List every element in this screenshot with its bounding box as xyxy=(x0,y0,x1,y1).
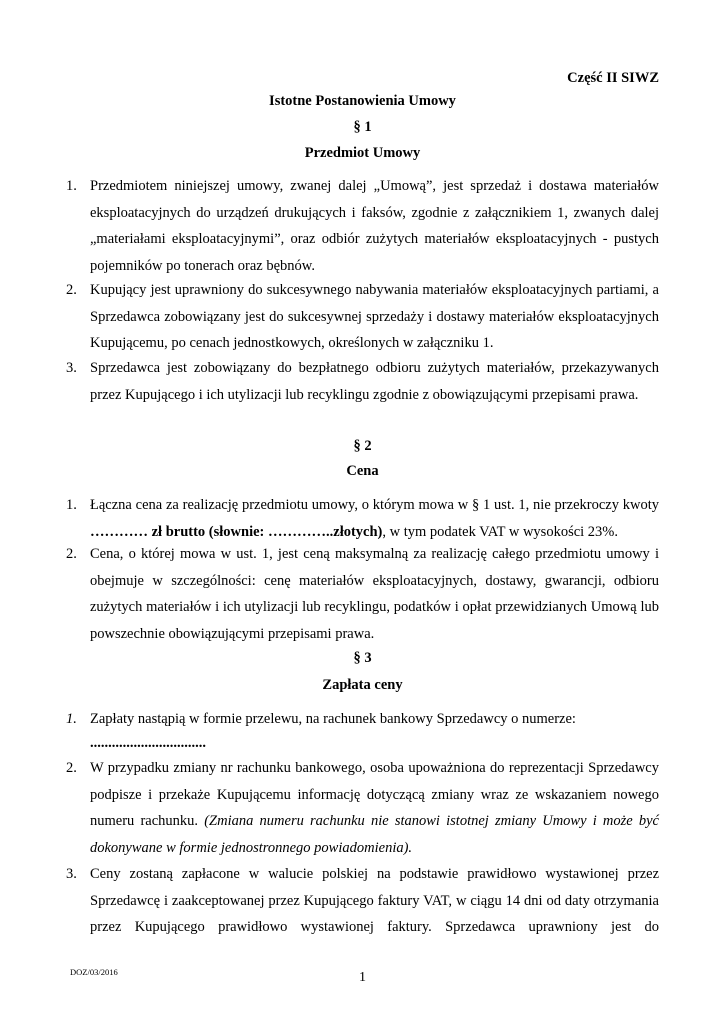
section-2-sign: § 2 xyxy=(353,438,372,454)
item-amount-placeholder: ………… zł brutto (słownie: …………..złotych) xyxy=(90,523,383,540)
item-text: Zapłaty nastąpią w formie przelewu, na rachunek bankowy Sprzedawcy o numerze: xyxy=(90,711,576,727)
item-text-tail: , w tym podatek VAT w wysokości 23%. xyxy=(382,523,619,540)
section-2-item-2 xyxy=(66,541,659,647)
item-text: Przedmiotem niniejszej umowy, zwanej dalej „Umową”, jest sprzedaż i dostawa materiałów eksploatacyjnych do urządzeń drukujących i faksów, zgodnie z załącznikiem 1, zwanych dalej „materiałami eksploatacyjnymi”, oraz odbiór zużytych materiałów eksploatacyjnych - pustych pojemników po tonerach oraz bębnów. xyxy=(90,178,659,274)
section-2-heading: Cena xyxy=(346,463,379,479)
item-text: Kupujący jest uprawniony do sukcesywnego nabywania materiałów eksploatacyjnych partiami, a Sprzedawca zobowiązany jest do sukcesywnej sprzedaży i dostawy materiałów eksploatacyjnych Kupującemu, po cenach jednostkowych, określonych w załączniku 1. xyxy=(90,282,659,351)
page-number: 1 xyxy=(359,970,366,985)
document-part-label: Część II SIWZ xyxy=(567,70,659,86)
item-number: 3. xyxy=(66,360,77,376)
document-title: Istotne Postanowienia Umowy xyxy=(269,93,456,109)
item-text: Sprzedawca jest zobowiązany do bezpłatnego odbioru zużytych materiałów, przekazywanych przez Kupującego i ich utylizacji lub recyklingu zgodnie z obowiązującymi przepisami prawa. xyxy=(90,360,659,403)
item-text: W przypadku zmiany nr rachunku bankowego, osoba upoważniona do reprezentacji Sprzedawcy podpisze i przekaże Kupującemu informację dotyczącą zmiany wraz ze wskazaniem nowego numeru rachunku. xyxy=(90,760,659,829)
item-number: 1. xyxy=(66,711,77,727)
section-3-item-2 xyxy=(66,755,659,861)
item-note: (Zmiana numeru rachunku nie stanowi istotnej zmiany Umowy i może być dokonywane w formie jednostronnego powiadomienia). xyxy=(90,813,659,856)
item-text: Łączna cena za realizację przedmiotu umowy, o którym mowa w § 1 ust. 1, nie przekroczy kwoty xyxy=(90,497,659,513)
item-text: Cena, o której mowa w ust. 1, jest ceną maksymalną za realizację całego przedmiotu umowy i obejmuje w szczególności: cenę materiałów eksploatacyjnych, dostawy, gwarancji, odbioru zużytych materiałów i ich utylizacji lub recyklingu, podatków i opłat przewidzianych Umową lub powszechnie obowiązującymi przepisami prawa. xyxy=(90,546,659,642)
section-3-item-1 xyxy=(66,706,659,753)
section-1-sign: § 1 xyxy=(353,119,372,135)
section-3-item-3 xyxy=(66,861,659,941)
section-2-item-1 xyxy=(66,492,659,545)
item-number: 1. xyxy=(66,178,77,194)
item-number: 2. xyxy=(66,760,77,776)
section-3-heading: Zapłata ceny xyxy=(322,677,403,693)
item-number: 2. xyxy=(66,282,77,298)
item-number: 2. xyxy=(66,546,77,562)
account-number-placeholder: ................................ xyxy=(90,734,206,751)
document-code: DOZ/03/2016 xyxy=(70,967,118,977)
section-1-item-2 xyxy=(66,277,659,357)
item-number: 3. xyxy=(66,866,77,882)
section-1-item-1 xyxy=(66,173,659,279)
item-text: Ceny zostaną zapłacone w walucie polskiej na podstawie prawidłowo wystawionej przez Sprzedawcę i zaakceptowanej przez Kupującego faktury VAT, w ciągu 14 dni od daty otrzymania przez Kupującego prawidłowo wystawionej faktury. Sprzedawca uprawniony jest do xyxy=(90,866,659,935)
section-1-item-3 xyxy=(66,355,659,408)
item-number: 1. xyxy=(66,497,77,513)
section-1-heading: Przedmiot Umowy xyxy=(304,145,421,161)
section-3-sign: § 3 xyxy=(353,650,372,666)
